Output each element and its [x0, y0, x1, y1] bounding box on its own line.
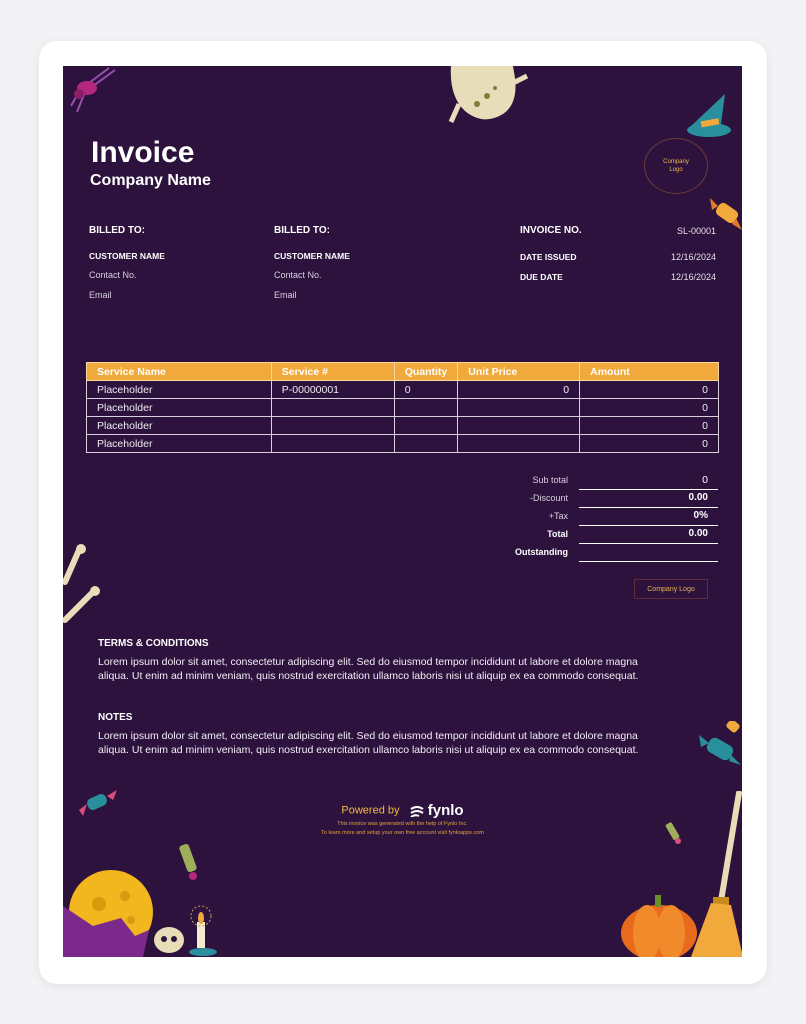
date-issued-label: DATE ISSUED — [520, 252, 577, 262]
company-name: Company Name — [90, 172, 211, 189]
fynlo-logo-icon — [409, 805, 425, 817]
footer-line-1: This invoice was generated with the help of Fynlo Inc. — [337, 821, 468, 827]
customer-name: CUSTOMER NAME — [274, 251, 350, 261]
cell-service-number — [271, 417, 394, 435]
cell-service-name: Placeholder — [87, 417, 272, 435]
cell-unit-price: 0 — [458, 381, 580, 399]
cell-amount: 0 — [580, 435, 719, 453]
customer-name: CUSTOMER NAME — [89, 251, 165, 261]
company-logo-small: Company Logo — [634, 579, 708, 599]
contact-no: Contact No. — [89, 270, 137, 280]
cell-unit-price — [458, 435, 580, 453]
terms-title: TERMS & CONDITIONS — [98, 638, 209, 649]
cell-amount: 0 — [580, 381, 719, 399]
cell-unit-price — [458, 417, 580, 435]
cell-service-number: P-00000001 — [271, 381, 394, 399]
email: Email — [89, 290, 112, 300]
billed-to-heading: BILLED TO: — [274, 225, 330, 236]
invoice-page — [63, 66, 742, 957]
col-service-number: Service # — [271, 363, 394, 381]
date-issued-value: 12/16/2024 — [670, 252, 716, 262]
company-logo-text: Company Logo — [663, 159, 689, 173]
divider — [579, 543, 718, 544]
invoice-title: Invoice — [91, 136, 195, 169]
table-header-row — [87, 363, 719, 381]
tax-value: 0% — [693, 510, 708, 521]
table-row — [87, 417, 719, 435]
cell-service-name: Placeholder — [87, 381, 272, 399]
discount-value: 0.00 — [688, 492, 708, 503]
tax-label: +Tax — [548, 511, 568, 521]
witch-hat-icon — [685, 94, 735, 142]
col-unit-price: Unit Price — [458, 363, 580, 381]
col-quantity: Quantity — [394, 363, 458, 381]
cell-quantity: 0 — [394, 381, 458, 399]
due-date-label: DUE DATE — [520, 272, 563, 282]
ghost-icon — [443, 66, 533, 126]
divider — [579, 507, 718, 508]
divider — [579, 525, 718, 526]
cell-service-number — [271, 399, 394, 417]
subtotal-value: 0 — [702, 474, 708, 486]
col-amount: Amount — [580, 363, 719, 381]
table-row — [87, 435, 719, 453]
outstanding-label: Outstanding — [515, 547, 568, 557]
powered-by — [63, 802, 742, 819]
col-service-name: Service Name — [87, 363, 272, 381]
bones-icon — [63, 544, 103, 634]
cell-amount: 0 — [580, 399, 719, 417]
billed-to-heading: BILLED TO: — [89, 225, 145, 236]
invoice-no-label: INVOICE NO. — [520, 225, 582, 236]
table-row — [87, 381, 719, 399]
total-label: Total — [547, 529, 568, 539]
cell-service-name: Placeholder — [87, 399, 272, 417]
spider-icon — [63, 66, 123, 121]
footer-line-2[interactable]: To learn more and setup your own free account visit fynloapps.com — [321, 830, 484, 836]
terms-body: Lorem ipsum dolor sit amet, consectetur adipiscing elit. Sed do eiusmod tempor incididunt ut labore et dolore magna aliqua. Ut enim ad minim veniam, quis nostrud exercitation ullamco laboris nisi ut aliquip ex ea commodo consequat. — [98, 656, 639, 683]
notes-body: Lorem ipsum dolor sit amet, consectetur adipiscing elit. Sed do eiusmod tempor incididunt ut labore et dolore magna aliqua. Ut enim ad minim veniam, quis nostrud exercitation ullamco laboris nisi ut aliquip ex ea commodo consequat. — [98, 730, 639, 757]
cell-quantity — [394, 435, 458, 453]
divider — [579, 561, 718, 562]
cell-quantity — [394, 399, 458, 417]
candy-icon — [697, 721, 742, 781]
cell-amount: 0 — [580, 417, 719, 435]
moon-skull-candle-icon — [63, 866, 233, 957]
cell-quantity — [394, 417, 458, 435]
cell-service-name: Placeholder — [87, 435, 272, 453]
due-date-value: 12/16/2024 — [670, 272, 716, 282]
cell-unit-price — [458, 399, 580, 417]
contact-no: Contact No. — [274, 270, 322, 280]
subtotal-label: Sub total — [532, 475, 568, 485]
table-row — [87, 399, 719, 417]
fynlo-brand: fynlo — [427, 802, 464, 819]
notes-title: NOTES — [98, 712, 133, 723]
powered-by-label: Powered by — [341, 804, 400, 817]
email: Email — [274, 290, 297, 300]
cell-service-number — [271, 435, 394, 453]
items-table — [86, 362, 719, 453]
discount-label: -Discount — [529, 493, 568, 503]
divider — [579, 489, 718, 490]
company-logo — [644, 138, 708, 194]
invoice-no-value: SL-00001 — [676, 226, 716, 236]
total-value: 0.00 — [688, 528, 708, 539]
